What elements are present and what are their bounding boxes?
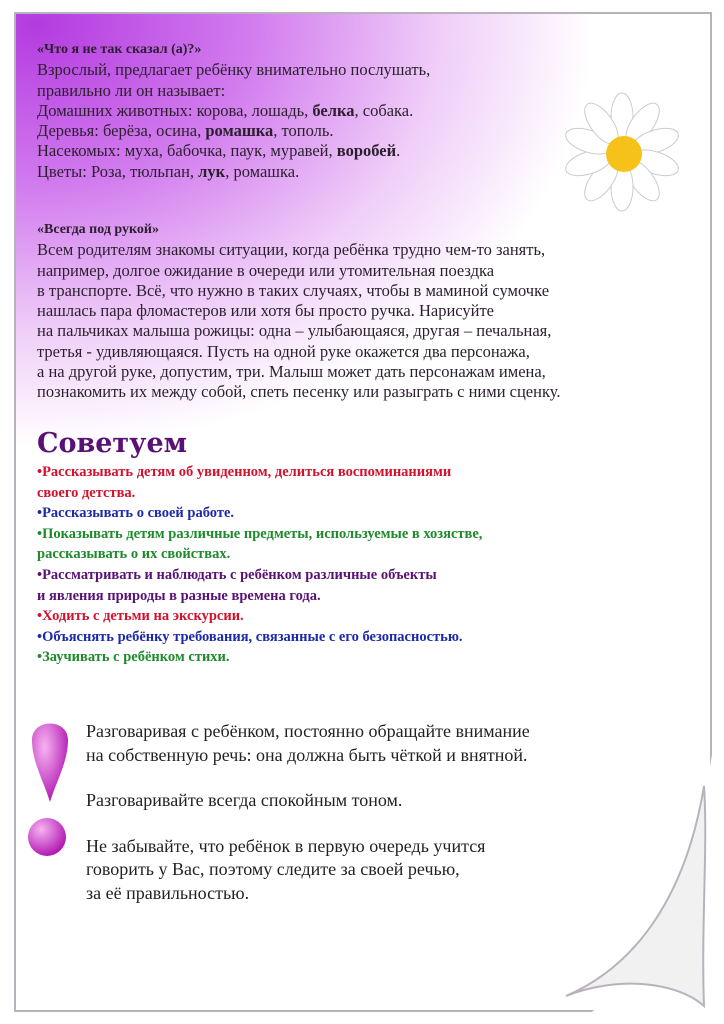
note-line: Разговаривая с ребёнком, постоянно обращайте внимание bbox=[86, 721, 530, 741]
row-text: Деревья: берёза, осина, bbox=[37, 121, 206, 141]
text-line: в транспорте. Всё, что нужно в таких случаях, чтобы в маминой сумочке bbox=[37, 280, 550, 300]
exclamation-mark-icon bbox=[28, 722, 72, 862]
advice-item: и явления природы в разные времена года. bbox=[37, 587, 321, 604]
text-line: правильно ли он называет: bbox=[37, 80, 226, 100]
advice-item: •Показывать детям различные предметы, используемые в хозястве, bbox=[37, 525, 483, 542]
row-text: , собака. bbox=[354, 100, 414, 120]
wrong-word: белка bbox=[312, 100, 355, 120]
wrong-word: воробей bbox=[336, 141, 397, 161]
text-line: Всем родителям знакомы ситуации, когда ребёнка трудно чем-то занять, bbox=[37, 240, 546, 260]
text-line: познакомить их между собой, спеть песенку или разыграть с ними сценку. bbox=[37, 382, 561, 402]
wrong-word: ромашка bbox=[205, 121, 274, 141]
text-line: третья - удивляющаяся. Пусть на одной руке окажется два персонажа, bbox=[37, 341, 530, 361]
advice-item: •Объяснять ребёнку требования, связанные с его безопасностью. bbox=[37, 628, 463, 645]
text-line: нашлась пара фломастеров или хотя бы просто ручка. Нарисуйте bbox=[37, 301, 494, 321]
word-row bbox=[37, 121, 430, 141]
page-curl-decoration bbox=[526, 726, 716, 1016]
game1-title: «Что я не так сказал (а)?» bbox=[37, 42, 202, 57]
advice-item: рассказывать о их свойствах. bbox=[37, 546, 231, 563]
word-row bbox=[37, 101, 430, 121]
wrong-word: лук bbox=[198, 161, 226, 181]
advice-item: •Ходить с детьми на экскурсии. bbox=[37, 608, 244, 625]
text-line: а на другой руке, допустим, три. Малыш может дать персонажам имена, bbox=[37, 362, 546, 382]
speech-notes bbox=[86, 720, 530, 905]
row-text: , ромашка. bbox=[225, 161, 300, 181]
daisy-flower-icon bbox=[562, 92, 682, 212]
row-text: Цветы: Роза, тюльпан, bbox=[37, 161, 199, 181]
advice-list bbox=[37, 462, 482, 668]
text-line: Взрослый, предлагает ребёнку внимательно послушать, bbox=[37, 60, 431, 80]
row-text: Домашних животных: корова, лошадь, bbox=[37, 100, 313, 120]
advice-item: своего детства. bbox=[37, 484, 136, 501]
advice-item: •Заучивать с ребёнком стихи. bbox=[37, 649, 230, 666]
advice-item: •Рассматривать и наблюдать с ребёнком различные объекты bbox=[37, 566, 437, 583]
note-line: за её правильностью. bbox=[86, 882, 250, 903]
note-line: на собственную речь: она должна быть чёткой и внятной. bbox=[86, 744, 528, 765]
note-line: говорить у Вас, поэтому следите за своей речью, bbox=[86, 859, 460, 879]
note-line: Разговаривайте всегда спокойным тоном. bbox=[86, 790, 403, 810]
text-line: на пальчиках малыша рожицы: одна – улыбающаяся, другая – печальная, bbox=[37, 321, 552, 341]
row-text: . bbox=[396, 141, 401, 161]
game2-title: «Всегда под рукой» bbox=[37, 222, 159, 237]
note-line: Не забывайте, что ребёнок в первую очередь учится bbox=[86, 835, 486, 856]
text-line: например, долгое ожидание в очереди или утомительная поездка bbox=[37, 260, 495, 280]
row-text: , тополь. bbox=[273, 121, 334, 141]
word-row bbox=[37, 141, 430, 161]
game-what-did-i-say bbox=[37, 40, 430, 182]
word-row bbox=[37, 162, 430, 182]
game-always-at-hand bbox=[37, 220, 560, 403]
row-text: Насекомых: муха, бабочка, паук, муравей, bbox=[37, 141, 337, 161]
advice-heading: Советуем bbox=[37, 428, 188, 459]
advice-item: •Рассказывать детям об увиденном, делиться воспоминаниями bbox=[37, 464, 452, 480]
advice-item: •Рассказывать о своей работе. bbox=[37, 505, 235, 522]
